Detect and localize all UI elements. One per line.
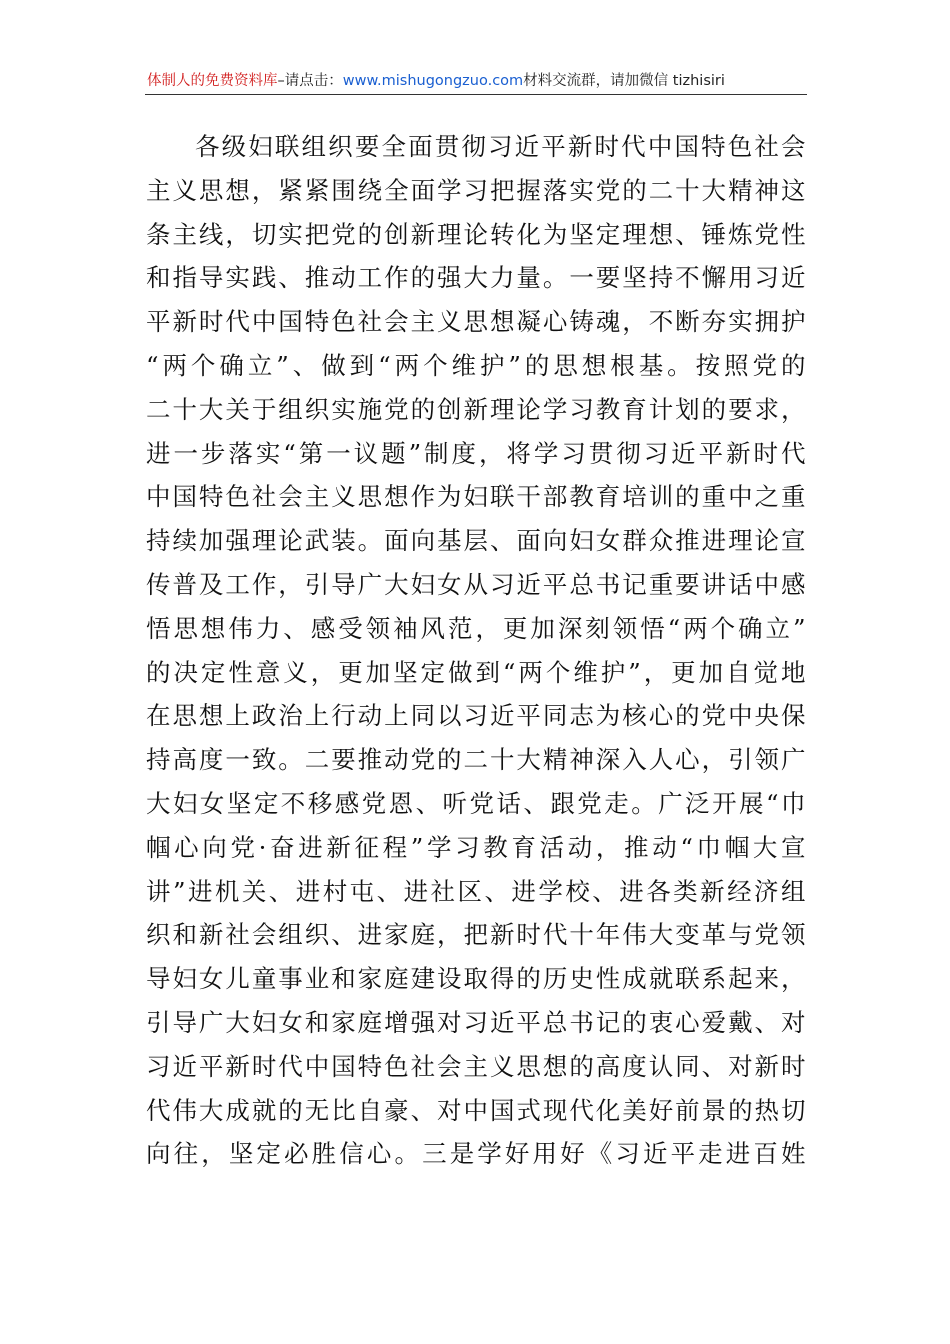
paragraph-line: 主义思想，紧紧围绕全面学习把握落实党的二十大精神这 [146, 175, 806, 205]
header-prompt: –请点击： [277, 73, 343, 89]
paragraph-line: 帼心向党·奋进新征程”学习教育活动，推动“巾帼大宣 [146, 832, 806, 862]
header-divider [145, 94, 807, 95]
paragraph-line: 和指导实践、推动工作的强大力量。一要坚持不懈用习近 [146, 263, 806, 293]
paragraph-line: 平新时代中国特色社会主义思想凝心铸魂，不断夯实拥护 [146, 307, 806, 337]
paragraph-line: 大妇女坚定不移感党恩、听党话、跟党走。广泛开展“巾 [146, 788, 806, 818]
site-url-link[interactable]: www.mishugongzuo.com [342, 73, 524, 89]
paragraph-line: 悟思想伟力、感受领袖风范，更加深刻领悟“两个确立” [146, 613, 806, 643]
paragraph-line: 向往，坚定必胜信心。三是学好用好《习近平走进百姓 [146, 1139, 806, 1169]
paragraph-line: 在思想上政治上行动上同以习近平同志为核心的党中央保 [146, 701, 806, 731]
paragraph-line: 引导广大妇女和家庭增强对习近平总书记的衷心爱戴、对 [146, 1007, 806, 1037]
paragraph-line: 各级妇联组织要全面贯彻习近平新时代中国特色社会 [195, 132, 806, 161]
paragraph-line: 条主线，切实把党的创新理论转化为坚定理想、锤炼党性 [146, 219, 806, 249]
paragraph-line: 习近平新时代中国特色社会主义思想的高度认同、对新时 [146, 1051, 806, 1081]
paragraph-line: 传普及工作，引导广大妇女从习近平总书记重要讲话中感 [146, 569, 806, 599]
paragraph-line: 持高度一致。二要推动党的二十大精神深入人心，引领广 [146, 745, 806, 775]
header-contact: 材料交流群，请加微信 tizhisiri [523, 73, 725, 89]
paragraph-line: 持续加强理论武装。面向基层、面向妇女群众推进理论宣 [146, 526, 806, 556]
site-name: 体制人的免费资料库 [147, 73, 278, 89]
paragraph-line: 的决定性意义，更加坚定做到“两个维护”，更加自觉地 [146, 657, 806, 687]
paragraph-line: 二十大关于组织实施党的创新理论学习教育计划的要求， [146, 394, 806, 424]
paragraph-line: 中国特色社会主义思想作为妇联干部教育培训的重中之重 [146, 482, 806, 512]
document-body [146, 125, 806, 1176]
paragraph-line: 进一步落实“第一议题”制度，将学习贯彻习近平新时代 [146, 438, 806, 468]
page-header [147, 70, 807, 94]
paragraph-line: 代伟大成就的无比自豪、对中国式现代化美好前景的热切 [146, 1095, 806, 1125]
paragraph-line: 讲”进机关、进村屯、进社区、进学校、进各类新经济组 [146, 876, 806, 906]
paragraph-line: 织和新社会组织、进家庭，把新时代十年伟大变革与党领 [146, 920, 806, 950]
paragraph-line: 导妇女儿童事业和家庭建设取得的历史性成就联系起来， [146, 964, 806, 994]
paragraph-line: “两个确立”、做到“两个维护”的思想根基。按照党的 [146, 350, 806, 380]
